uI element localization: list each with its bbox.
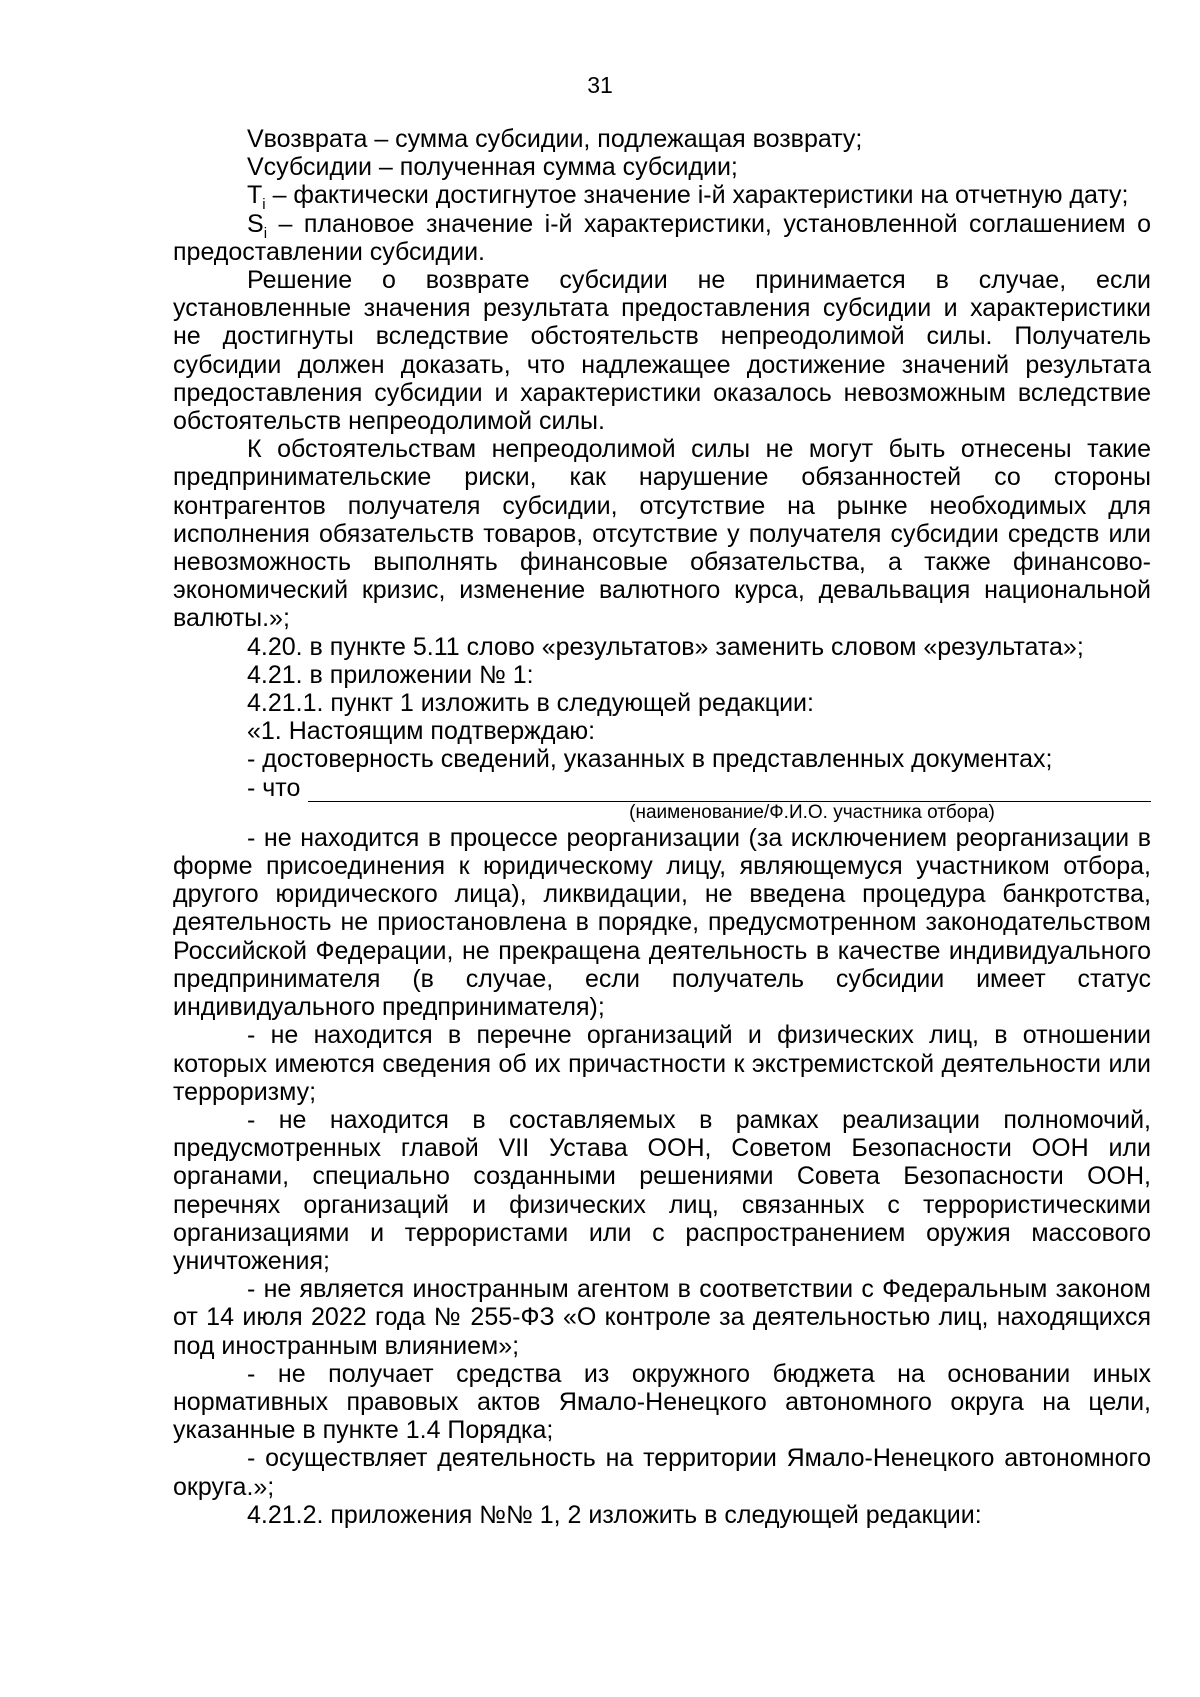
condition-not-foreign-agent: - не является иностранным агентом в соответствии с Федеральным законом от 14 июля 2022 года № 255-ФЗ «О контроле за деятельностью лиц, находящихся под иностранным влиянием»; <box>173 1275 1151 1360</box>
definition-text: – сумма субсидии, подлежащая возврату; <box>367 125 863 153</box>
definition-v-return <box>173 125 1151 153</box>
definition-subscript: i <box>262 196 266 214</box>
definition-subscript: i <box>263 224 268 242</box>
condition-not-reorganization: - не находится в процессе реорганизации (за исключением реорганизации в форме присоединения к юридическому лицу, являющемуся участником отбора, другого юридического лица), ликвидации, не введена процедура банкротства, деятельность не приостановлена в порядке, предусмотренном законодательством Российской Федерации, не прекращена деятельность в качестве индивидуального предпринимателя (в случае, если получатель субсидии имеет статус индивидуального предпринимателя); <box>173 823 1151 1022</box>
condition-operates-yanao: - осуществляет деятельность на территории Ямало-Ненецкого автономного округа.»; <box>173 1444 1151 1501</box>
condition-not-extremism-list: - не находится в перечне организаций и физических лиц, в отношении которых имеются сведения об их причастности к экстремистской деятельности или терроризму; <box>173 1021 1151 1106</box>
participant-caption: (наименование/Ф.И.О. участника отбора) <box>629 801 995 823</box>
paragraph-force-majeure-exclusions: К обстоятельствам непреодолимой силы не могут быть отнесены такие предпринимательские риски, как нарушение обязанностей со стороны контрагентов получателя субсидии, отсутствие на рынке необходимых для исполнения обязательств товаров, отсутствие у получателя субсидии средств или невозможность выполнять финансовые обязательства, а также финансово-экономический кризис, изменение валютного курса, девальвация национальной валюты.»; <box>173 435 1151 633</box>
confirm-that-label: - что <box>247 773 301 802</box>
document-body <box>173 125 1151 1529</box>
item-4-21: 4.21. в приложении № 1: <box>247 660 534 689</box>
participant-name-blank <box>308 779 1151 802</box>
definition-s-i <box>173 210 1151 266</box>
definition-symbol: Vвозврата <box>247 125 368 153</box>
definition-symbol: T <box>247 181 263 210</box>
definition-text: – плановое значение i-й характеристики, установленной соглашением о предоставлении субсидии. <box>173 209 1151 266</box>
item-4-20: 4.20. в пункте 5.11 слово «результатов» заменить словом «результата»; <box>247 632 1084 661</box>
condition-no-district-budget: - не получает средства из окружного бюджета на основании иных нормативных правовых актов Ямало-Ненецкого автономного округа на цели, указанные в пункте 1.4 Порядка; <box>173 1359 1151 1445</box>
confirm-intro: «1. Настоящим подтверждаю: <box>247 717 596 746</box>
definition-t-i <box>173 181 1151 214</box>
paragraph-force-majeure-decision: Решение о возврате субсидии не принимается в случае, если установленные значения результата предоставления субсидии и характеристики не достигнуты вследствие обстоятельств непреодолимой силы. Получатель субсидии должен доказать, что надлежащее достижение значений результата предоставления субсидии и характеристики оказалось невозможным вследствие обстоятельств непреодолимой силы. <box>173 266 1151 436</box>
definition-text: – фактически достигнутое значение i-й характеристики на отчетную дату; <box>265 181 1129 210</box>
item-4-21-1: 4.21.1. пункт 1 изложить в следующей редакции: <box>247 689 814 718</box>
condition-not-un-lists: - не находится в составляемых в рамках реализации полномочий, предусмотренных главой VII Устава ООН, Советом Безопасности ООН или органами, специально созданными решениями Совета Безопасности ООН, перечнях организаций и физических лиц, связанных с террористическими организациями и террористами или с распространением оружия массового уничтожения; <box>173 1105 1151 1275</box>
definition-text: – полученная сумма субсидии; <box>371 153 738 182</box>
definition-symbol: S <box>247 209 264 238</box>
definition-v-subsidy <box>173 153 1151 181</box>
item-4-21-2: 4.21.2. приложения №№ 1, 2 изложить в следующей редакции: <box>247 1500 982 1529</box>
participant-blank-row <box>173 774 1151 802</box>
confirm-reliability: - достоверность сведений, указанных в представленных документах; <box>247 745 1053 774</box>
page-number: 31 <box>587 72 613 98</box>
definition-symbol: Vсубсидии <box>247 153 372 182</box>
